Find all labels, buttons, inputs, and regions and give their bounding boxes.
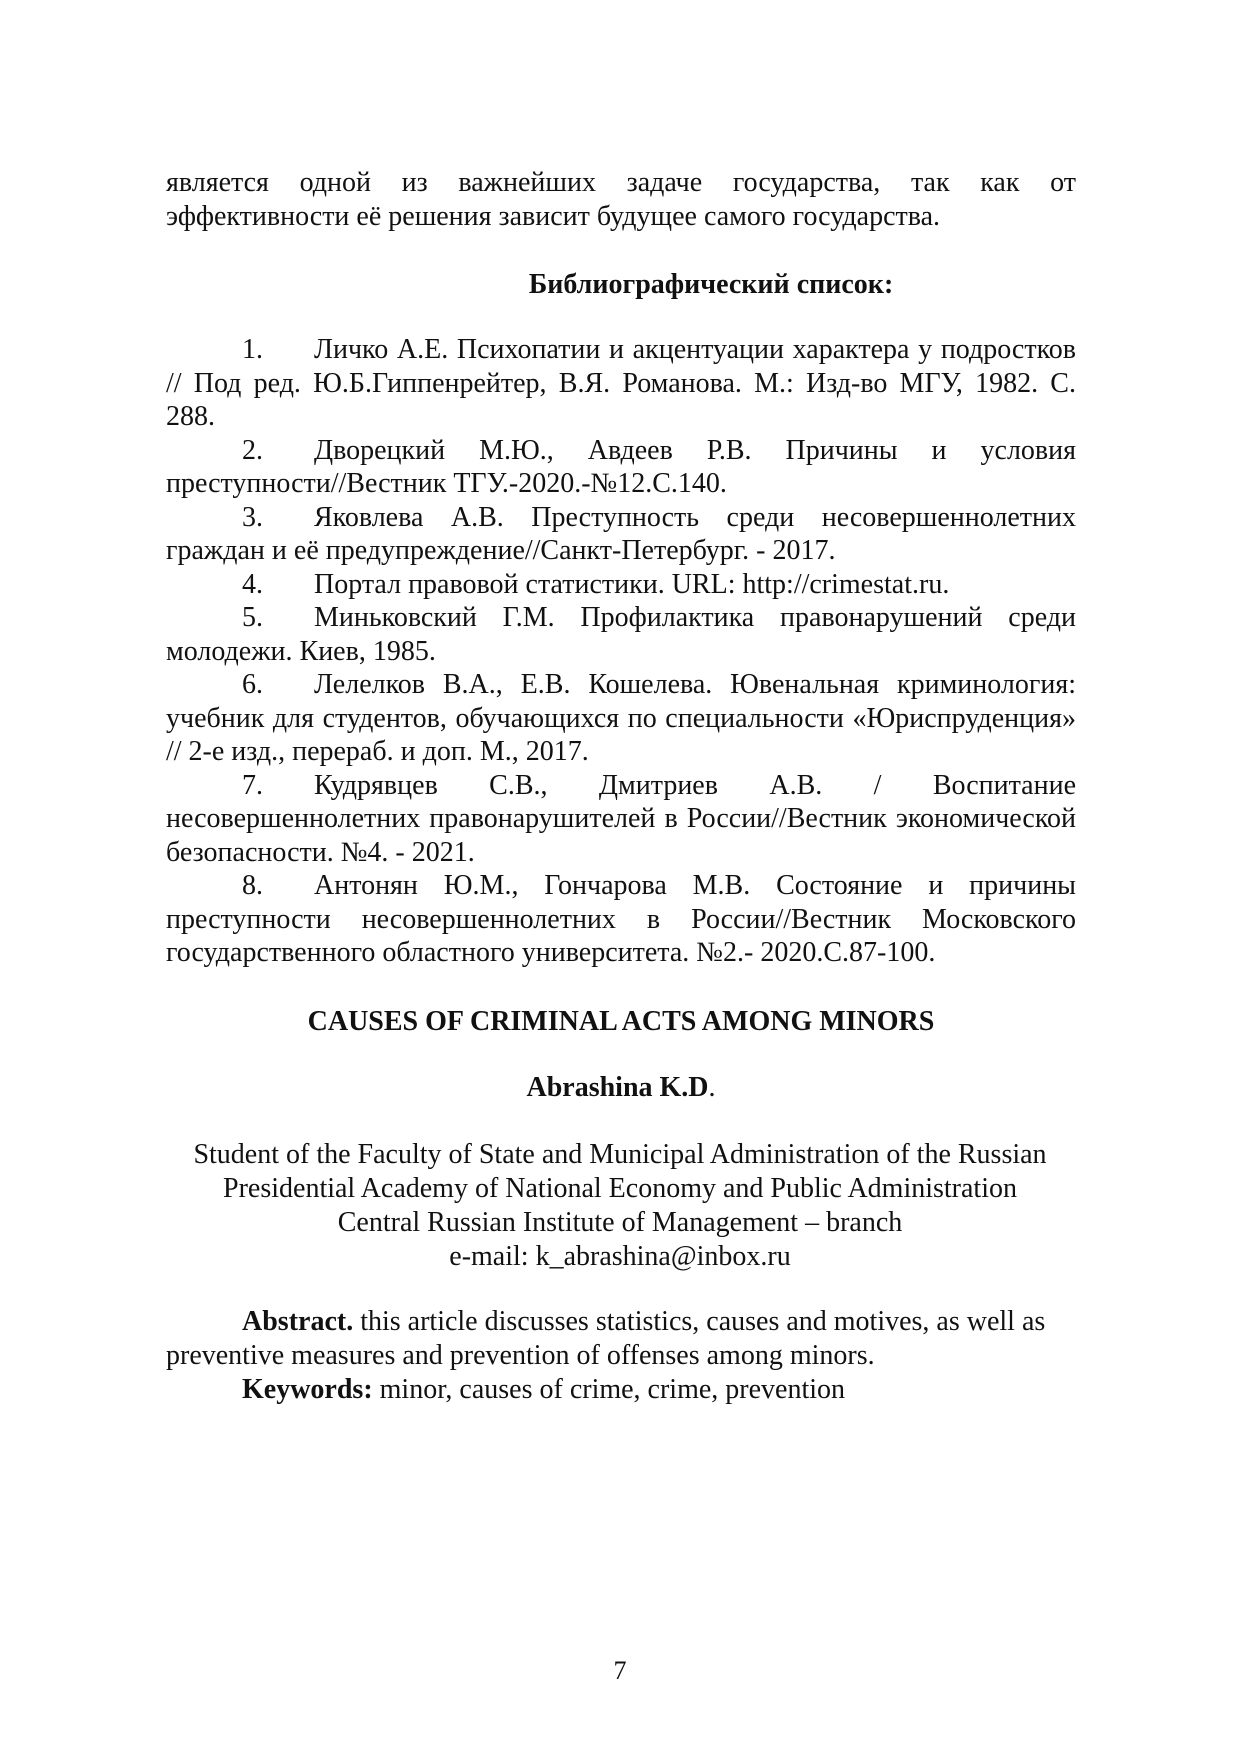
abstract-label: Abstract. bbox=[242, 1306, 354, 1337]
bibliography-item-text: Миньковский Г.М. Профилактика правонарушений среди молодежи. Киев, 1985. bbox=[166, 602, 1076, 667]
bibliography-item-number: 3. bbox=[242, 501, 263, 533]
keywords-paragraph bbox=[166, 1373, 1076, 1407]
bibliography-item bbox=[166, 869, 1076, 970]
abstract-text: this article discusses statistics, causes and motives, as well as preventive measures and prevention of offenses among minors. bbox=[166, 1306, 1046, 1371]
bibliography-item-text: Дворецкий М.Ю., Авдеев Р.В. Причины и условия преступности//Вестник ТГУ.-2020.-№12.С.140. bbox=[166, 434, 1076, 499]
abstract-section bbox=[166, 1305, 1076, 1407]
bibliography-item-text: Антонян Ю.М., Гончарова М.В. Состояние и причины преступности несовершеннолетних в России//Вестник Московского государственного областного университета. №2.- 2020.С.87-100. bbox=[166, 870, 1076, 968]
bibliography-item-number: 8. bbox=[242, 870, 263, 901]
bibliography-item-number: 6. bbox=[242, 669, 263, 700]
bibliography-item bbox=[166, 333, 1076, 434]
page-number: 7 bbox=[613, 1656, 627, 1685]
bibliography-item bbox=[166, 501, 1076, 568]
keywords-text: minor, causes of crime, crime, prevention bbox=[372, 1374, 846, 1405]
keywords-label: Keywords: bbox=[242, 1374, 373, 1405]
bibliography-item bbox=[166, 769, 1076, 870]
english-author bbox=[166, 1071, 1076, 1105]
bibliography-item-number: 1. bbox=[242, 334, 263, 365]
affiliation-line: Presidential Academy of National Economy and Public Administration bbox=[223, 1173, 1017, 1204]
author-name: Abrashina K.D bbox=[526, 1072, 709, 1103]
bibliography-item-text: Лелелков В.А., Е.В. Кошелева. Ювенальная криминология: учебник для студентов, обучающихся по специальности «Юриспруденция» // 2-е изд., перераб. и доп. М., 2017. bbox=[166, 669, 1076, 767]
bibliography-item-text: Личко А.Е. Психопатии и акцентуации характера у подростков // Под ред. Ю.Б.Гиппенрейтер, В.Я. Романова. М.: Изд-во МГУ, 1982. С. 288. bbox=[166, 334, 1076, 432]
bibliography-item-text: Кудрявцев С.В., Дмитриев А.В. / Воспитание несовершеннолетних правонарушителей в России//Вестник экономической безопасности. №4. - 2021. bbox=[166, 769, 1076, 868]
bibliography-item bbox=[166, 568, 1076, 602]
bibliography-item-number: 5. bbox=[242, 602, 263, 633]
bibliography-item-number: 4. bbox=[242, 568, 263, 600]
bibliography-item bbox=[166, 668, 1076, 769]
abstract-paragraph bbox=[166, 1305, 1076, 1373]
bibliography-item-number: 7. bbox=[242, 769, 263, 801]
author-email: e-mail: k_abrashina@inbox.ru bbox=[449, 1241, 791, 1272]
bibliography-item-number: 2. bbox=[242, 434, 263, 466]
bibliography-list bbox=[166, 333, 1076, 970]
bibliography-item bbox=[166, 601, 1076, 668]
bibliography-heading: Библиографический список: bbox=[528, 269, 894, 300]
affiliation-line: Central Russian Institute of Management – branch bbox=[337, 1207, 903, 1238]
affiliation-line: Student of the Faculty of State and Municipal Administration of the Russian bbox=[193, 1139, 1047, 1170]
intro-paragraph: является одной из важнейших задаче государства, так как от эффективности её решения зависит будущее самого государства. bbox=[166, 167, 1076, 232]
bibliography-item-text: Яковлева А.В. Преступность среди несовершеннолетних граждан и её предупреждение//Санкт-Петербург. - 2017. bbox=[166, 501, 1076, 566]
english-article-title: CAUSES OF CRIMINAL ACTS AMONG MINORS bbox=[307, 1006, 935, 1037]
bibliography-item-text: Портал правовой статистики. URL: http://crimestat.ru. bbox=[314, 568, 950, 600]
author-affiliation bbox=[150, 1138, 1090, 1274]
author-suffix: . bbox=[708, 1072, 716, 1103]
bibliography-item bbox=[166, 434, 1076, 501]
